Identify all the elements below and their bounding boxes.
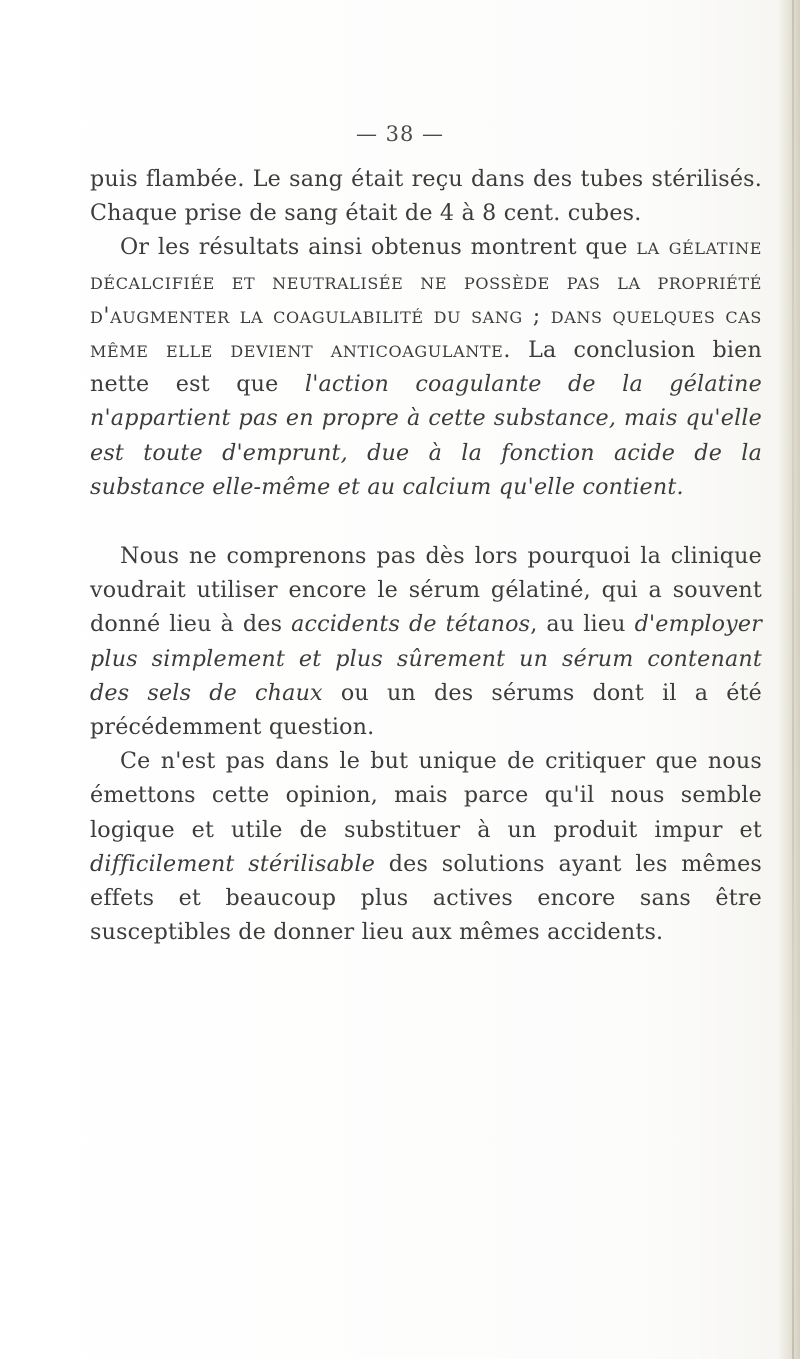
- paragraph: [90, 539, 762, 744]
- page-edge-shadow: [778, 0, 800, 1359]
- text-span: Ce n'est pas dans le but unique de critiquer que nous émettons cette opinion, mais parce qu'il nous semble logique et utile de substituer à un produit impur et: [90, 748, 762, 843]
- text-span: Or les résultats ainsi obtenus montrent que: [120, 234, 637, 261]
- body-text: [90, 162, 762, 949]
- text-span: des solutions ayant les mêmes effets et beaucoup plus actives encore sans être susceptibles de donner lieu aux mêmes accidents.: [90, 850, 762, 946]
- italic-span: accidents de tétanos: [291, 611, 531, 638]
- text-span: Nous ne comprenons pas dès lors pourquoi la clinique voudrait utiliser encore le sérum gélatiné, qui a souvent donné lieu à des: [90, 543, 762, 638]
- small-caps-span: la gélatine décalcifiée et neutralisée ne possède pas la propriété d'augmenter la coagulabilité du sang ; dans quelques cas même elle devient anticoagulante.: [90, 234, 763, 364]
- italic-span: difficilement stérilisable: [90, 850, 376, 877]
- page-edge-line: [792, 0, 794, 1359]
- text-span: , au lieu: [530, 611, 635, 638]
- paragraph: [90, 230, 762, 504]
- text-span: ou un des sérums dont il a été précédemment question.: [90, 679, 762, 741]
- italic-span: l'action coagulante de la gélatine n'appartient pas en propre à cette substance, mais qu'elle est toute d'emprunt, due à la fonction acide de la substance elle-même et au calcium qu'elle contient.: [90, 371, 763, 500]
- text-span: La conclusion bien nette est que: [90, 337, 762, 398]
- paragraph: [90, 744, 762, 949]
- italic-span: d'employer plus simplement et plus sûrement un sérum contenant des sels de chaux: [90, 611, 762, 706]
- paragraph: [90, 162, 762, 230]
- page-number: — 38 —: [355, 122, 445, 146]
- text-span: puis flambée. Le sang était reçu dans des tubes stérilisés. Chaque prise de sang était de 4 à 8 cent. cubes.: [90, 166, 762, 227]
